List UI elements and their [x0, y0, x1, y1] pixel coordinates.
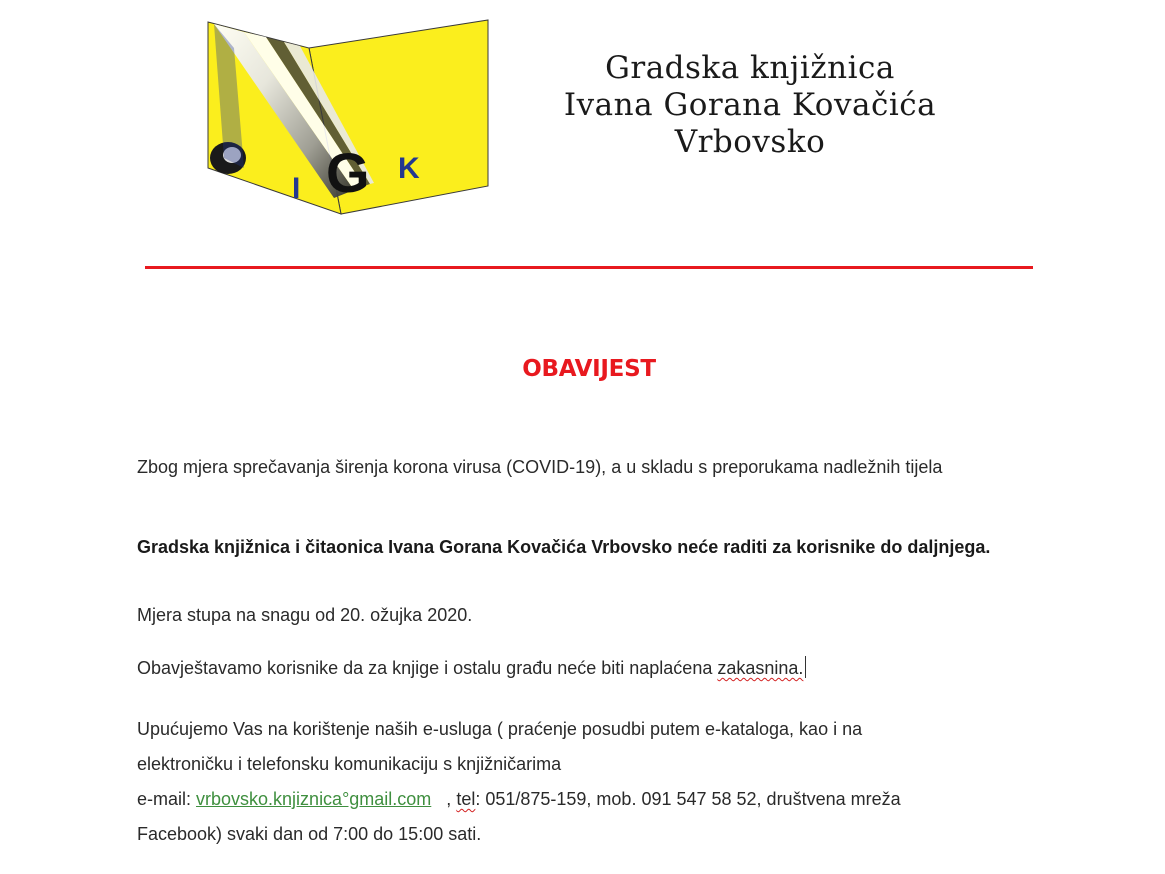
contact-line-3 [137, 782, 1042, 817]
library-name [500, 50, 1000, 161]
notice-paragraph-closure: Gradska knjižnica i čitaonica Ivana Gorana Kovačića Vrbovsko neće raditi za korisnike do daljnjega. [137, 537, 991, 557]
email-label: e-mail: [137, 789, 197, 809]
library-name-line-1: Gradska knjižnica [605, 50, 895, 86]
logo-letter-g: G [326, 141, 370, 204]
tel-word: tel [456, 789, 476, 809]
contact-line-2: elektroničku i telefonsku komunikaciju s knjižničarima [137, 754, 562, 774]
contact-line-1: Upućujemo Vas na korištenje naših e-usluga ( praćenje posudbi putem e-kataloga, kao i na [137, 719, 863, 739]
email-link[interactable]: vrbovsko.knjiznica°gmail.com [196, 789, 432, 809]
library-logo [204, 18, 494, 218]
header-divider [145, 266, 1033, 269]
late-fees-text: Obavještavamo korisnike da za knjige i ostalu građu neće biti naplaćena [137, 658, 718, 678]
contact-line-4: Facebook) svaki dan od 7:00 do 15:00 sati. [137, 824, 482, 844]
igk-book-logo [204, 18, 494, 218]
library-name-line-2: Ivana Gorana Kovačića [563, 87, 937, 123]
contact-phones: : 051/875-159, mob. 091 547 58 52, društvena mreža [475, 789, 901, 809]
notice-paragraph-contact [137, 712, 1042, 852]
notice-paragraph-effective-date: Mjera stupa na snagu od 20. ožujka 2020. [137, 605, 473, 625]
notice-title: OBAVIJEST [522, 356, 656, 382]
logo-letter-k: K [398, 152, 420, 185]
library-name-line-3: Vrbovsko [674, 124, 826, 160]
spellcheck-word: zakasnina. [717, 658, 804, 678]
notice-paragraph-1: Zbog mjera sprečavanja širenja korona virusa (COVID-19), a u skladu s preporukama nadležnih tijela [137, 457, 943, 477]
logo-letter-i: I [292, 172, 301, 205]
notice-paragraph-late-fees [137, 656, 1042, 679]
email-separator: , [431, 789, 457, 809]
text-cursor [805, 656, 806, 678]
